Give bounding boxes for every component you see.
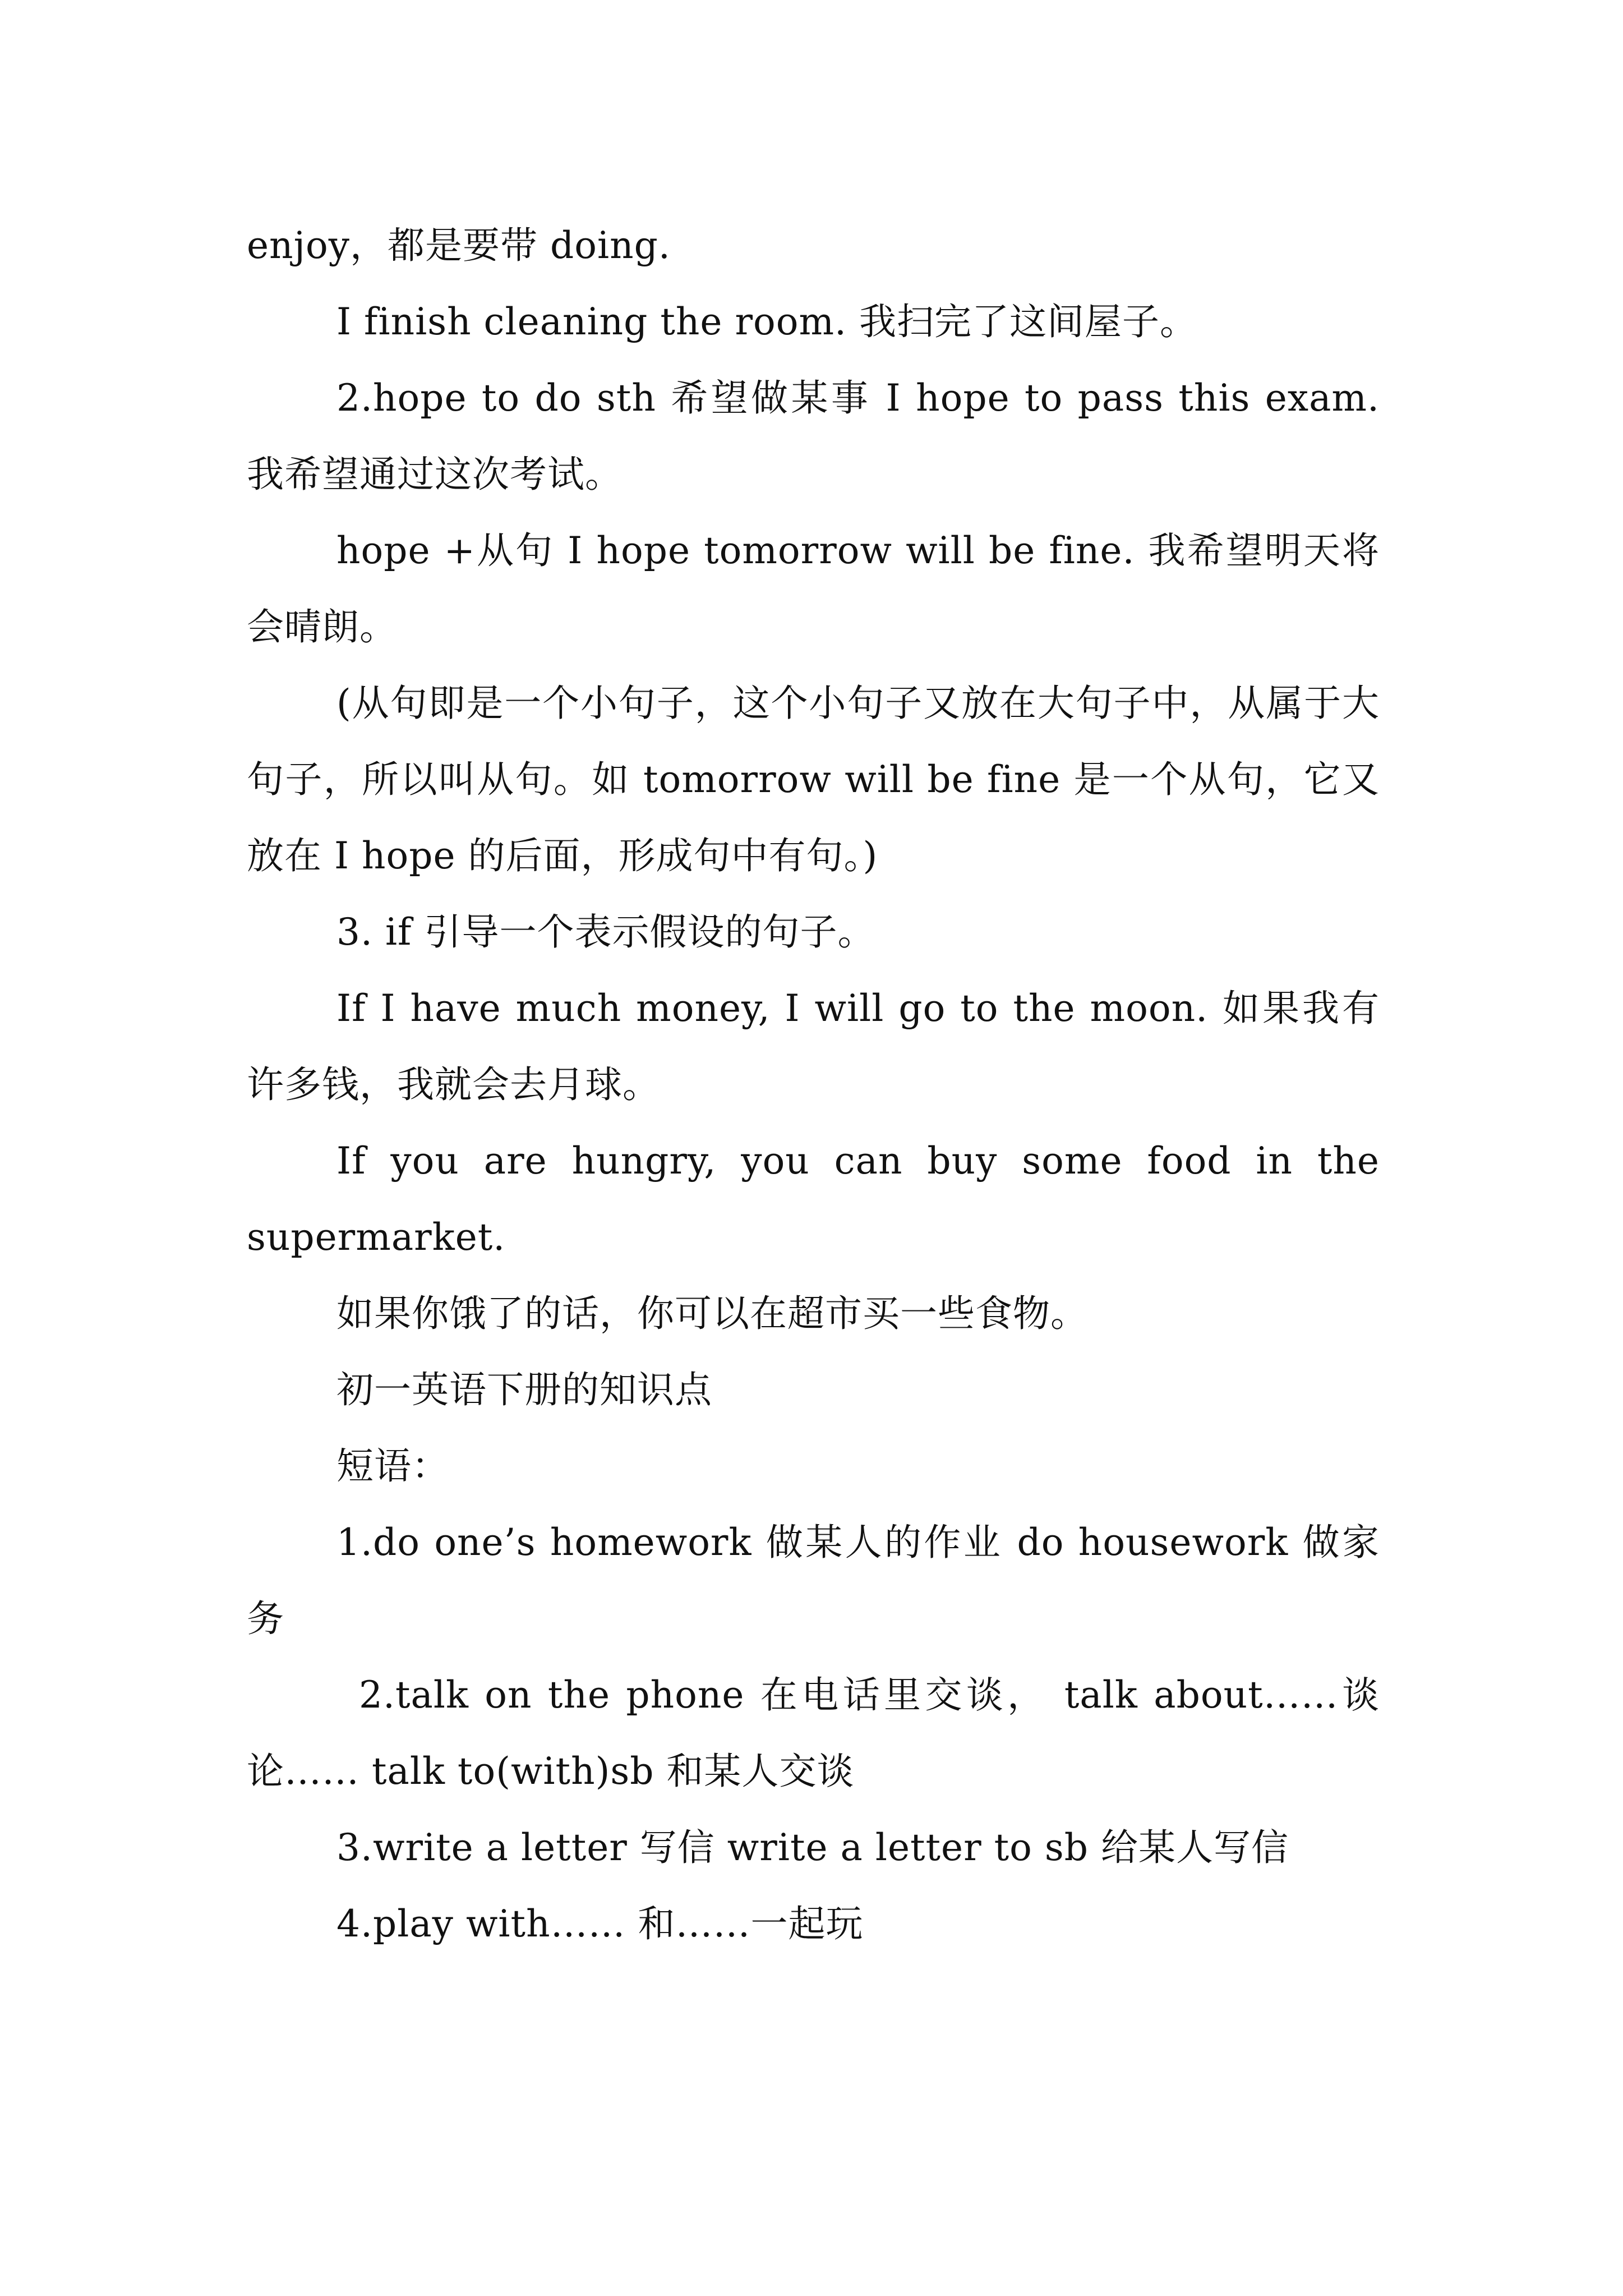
phrase-item: 1.do one’s homework 做某人的作业 do housework 做家务 xyxy=(247,1521,1380,1640)
paragraph: enjoy，都是要带 doing. xyxy=(247,224,671,267)
paragraph: If you are hungry, you can buy some food in the supermarket. xyxy=(247,1139,1392,1259)
subsection-label: 短语： xyxy=(336,1444,449,1488)
phrase-item: 4.play with…… 和……一起玩 xyxy=(336,1902,864,1945)
paragraph: I finish cleaning the room. 我扫完了这间屋子。 xyxy=(336,300,1198,343)
phrase-item: 3.write a letter 写信 write a letter to sb 给某人写信 xyxy=(336,1826,1289,1869)
document-body xyxy=(247,208,1392,1962)
paragraph: 2.hope to do sth 希望做某事 I hope to pass this exam. 我希望通过这次考试。 xyxy=(247,376,1392,496)
paragraph: hope +从句 I hope tomorrow will be fine. 我希望明天将会晴朗。 xyxy=(247,529,1380,648)
paragraph: 如果你饿了的话，你可以在超市买一些食物。 xyxy=(336,1292,1088,1335)
paragraph: (从句即是一个小句子，这个小句子又放在大句子中，从属于大句子，所以叫从句。如 tomorrow will be fine 是一个从句，它又放在 I hope 的后面，形成句中有句。) xyxy=(247,682,1380,877)
section-heading: 初一英语下册的知识点 xyxy=(336,1368,712,1411)
paragraph: If I have much money, I will go to the moon. 如果我有许多钱，我就会去月球。 xyxy=(247,987,1380,1106)
phrase-item: 2.talk on the phone 在电话里交谈， talk about……谈论…… talk to(with)sb 和某人交谈 xyxy=(247,1673,1380,1793)
paragraph: 3. if 引导一个表示假设的句子。 xyxy=(336,910,875,954)
